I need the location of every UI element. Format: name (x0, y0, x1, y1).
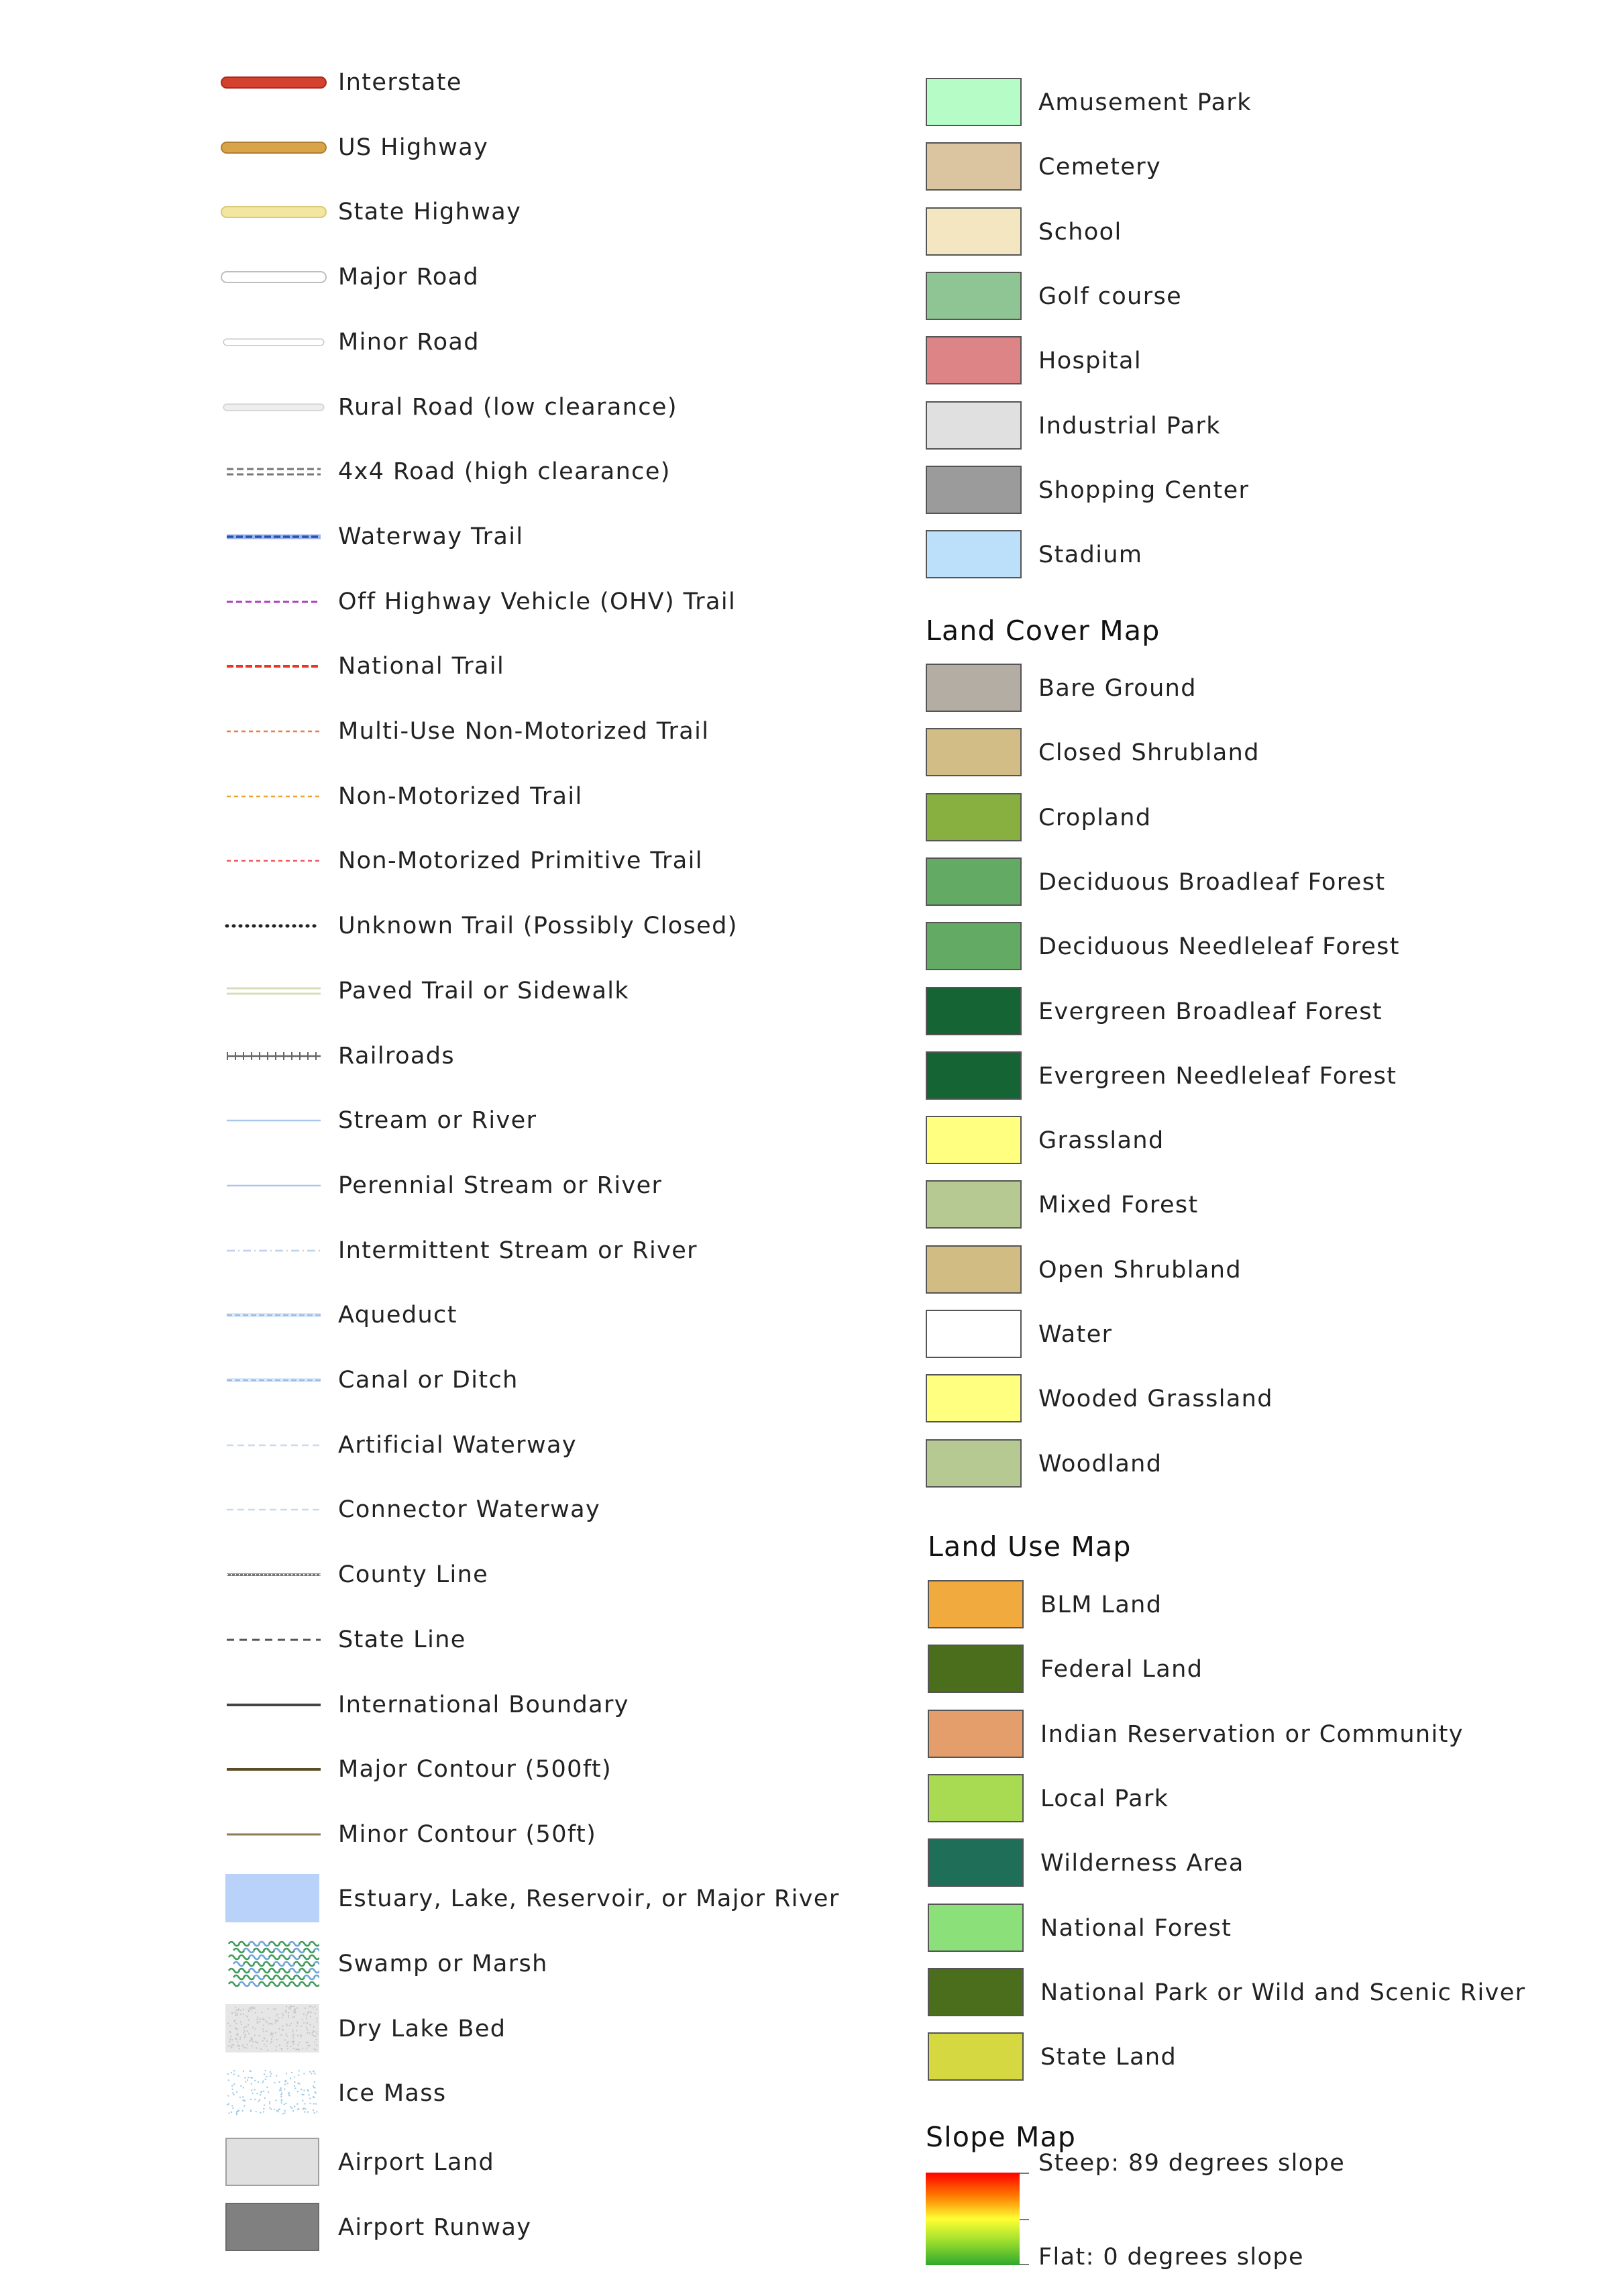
legend-swatch-open-shrubland (926, 1245, 1596, 1295)
legend-line-label: 4x4 Road (high clearance) (338, 458, 671, 486)
legend-swatch-cropland (926, 793, 1596, 843)
legend-line-label: Connector Waterway (338, 1496, 601, 1524)
legend-swatch-label: Indian Reservation or Community (1040, 1720, 1464, 1748)
legend-line-label: Aqueduct (338, 1302, 457, 1329)
legend-area-label: Estuary, Lake, Reservoir, or Major River (338, 1885, 840, 1912)
legend-line-intermittent-stream-or-river (0, 1231, 872, 1271)
legend-line-label: Rural Road (low clearance) (338, 393, 678, 421)
legend-line-stream-or-river (0, 1100, 872, 1141)
legend-swatch-bare-ground (926, 664, 1596, 713)
legend-line-4x4-road-high-clearance (0, 452, 872, 492)
international-boundary-line-symbol (220, 1685, 327, 1725)
legend-swatch-grassland (926, 1116, 1596, 1165)
legend-swatch-indian-reservation-or-community (928, 1710, 1599, 1759)
legend-swatch-wooded-grassland (926, 1374, 1596, 1424)
legend-swatch-label: Stadium (1038, 541, 1143, 569)
legend-area-estuary-lake-reservoir-or-major-river (0, 1874, 872, 1924)
legend-line-label: Stream or River (338, 1107, 537, 1135)
major-contour-500ft-line-symbol (220, 1749, 327, 1789)
major-road-line-symbol (220, 257, 327, 297)
legend-swatch-label: Mixed Forest (1038, 1192, 1199, 1219)
legend-swatch-label: BLM Land (1040, 1592, 1162, 1618)
legend-line-state-highway (0, 192, 872, 232)
legend-swatch-label: Shopping Center (1038, 476, 1250, 504)
woodland-color-swatch (926, 1439, 1022, 1488)
legend-area-airport-runway (0, 2203, 872, 2252)
legend-swatch-label: Local Park (1040, 1785, 1169, 1812)
deciduous-needleleaf-forest-color-swatch (926, 922, 1022, 970)
minor-road-line-symbol (220, 322, 327, 362)
legend-swatch-label: Amusement Park (1038, 89, 1252, 116)
legend-swatch-label: State Land (1040, 2044, 1177, 2071)
legend-line-label: Minor Road (338, 328, 480, 356)
slope-title: Slope Map (926, 2121, 1077, 2153)
off-highway-vehicle-ohv-trail-line-symbol (220, 582, 327, 622)
legend-area-swamp-or-marsh (0, 1939, 872, 1989)
slope-tick-bottom (1020, 2264, 1029, 2265)
blm-land-color-swatch (928, 1580, 1024, 1628)
legend-line-national-trail (0, 646, 872, 686)
legend-swatch-label: Evergreen Needleleaf Forest (1038, 1062, 1397, 1090)
legend-area-label: Airport Runway (338, 2214, 532, 2241)
legend-line-label: Railroads (338, 1042, 455, 1070)
legend-swatch-cemetery (926, 142, 1596, 192)
grassland-color-swatch (926, 1116, 1022, 1164)
wooded-grassland-color-swatch (926, 1374, 1022, 1422)
legend-line-label: State Highway (338, 199, 522, 226)
legend-line-label: Non-Motorized Primitive Trail (338, 847, 703, 875)
legend-swatch-water (926, 1310, 1596, 1359)
legend-swatch-label: Wooded Grassland (1038, 1386, 1273, 1413)
non-motorized-trail-line-symbol (220, 776, 327, 817)
legend-line-international-boundary (0, 1685, 872, 1725)
indian-reservation-or-community-color-swatch (928, 1710, 1024, 1758)
multi-use-non-motorized-trail-line-symbol (220, 711, 327, 751)
national-trail-line-symbol (220, 646, 327, 686)
us-highway-line-symbol (220, 127, 327, 168)
slope-tick-top (1020, 2173, 1029, 2174)
legend-line-artificial-waterway (0, 1425, 872, 1465)
slope-steep-label: Steep: 89 degrees slope (1038, 2150, 1346, 2177)
minor-contour-50ft-line-symbol (220, 1814, 327, 1855)
legend-swatch-label: Wilderness Area (1040, 1850, 1244, 1877)
legend-line-label: International Boundary (338, 1691, 629, 1718)
hospital-color-swatch (926, 336, 1022, 384)
legend-swatch-label: Open Shrubland (1038, 1256, 1242, 1284)
legend-area-label: Airport Land (338, 2149, 495, 2176)
legend-swatch-state-land (928, 2032, 1599, 2082)
legend-line-label: State Line (338, 1626, 466, 1653)
legend-line-label: Minor Contour (50ft) (338, 1820, 597, 1848)
legend-area-label: Swamp or Marsh (338, 1951, 548, 1977)
legend-swatch-wilderness-area (928, 1838, 1599, 1888)
legend-swatch-blm-land (928, 1580, 1599, 1630)
legend-swatch-label: Deciduous Broadleaf Forest (1038, 868, 1386, 896)
4x4-road-high-clearance-line-symbol (220, 452, 327, 492)
legend-swatch-evergreen-broadleaf-forest (926, 987, 1596, 1037)
legend-line-label: National Trail (338, 653, 505, 680)
stream-or-river-line-symbol (220, 1100, 327, 1141)
legend-line-rural-road-low-clearance (0, 387, 872, 427)
canal-or-ditch-line-symbol (220, 1360, 327, 1400)
legend-line-state-line (0, 1620, 872, 1660)
interstate-line-symbol (220, 62, 327, 103)
ice-mass-area-swatch (225, 2069, 319, 2117)
legend-line-label: Perennial Stream or River (338, 1172, 663, 1199)
legend-line-off-highway-vehicle-ohv-trail (0, 582, 872, 622)
railroads-line-symbol (220, 1036, 327, 1076)
legend-swatch-amusement-park (926, 78, 1596, 127)
legend-line-label: Major Contour (500ft) (338, 1756, 612, 1783)
legend-area-dry-lake-bed (0, 2004, 872, 2054)
legend-area-airport-land (0, 2138, 872, 2187)
area-swatch-legend (926, 0, 1624, 2288)
state-highway-line-symbol (220, 192, 327, 232)
unknown-trail-possibly-closed-line-symbol (220, 906, 327, 946)
legend-swatch-label: Deciduous Needleleaf Forest (1038, 933, 1400, 961)
amusement-park-color-swatch (926, 78, 1022, 126)
legend-swatch-label: Closed Shrubland (1038, 739, 1260, 767)
legend-line-canal-or-ditch (0, 1360, 872, 1400)
estuary-lake-reservoir-or-major-river-area-swatch (225, 1874, 319, 1922)
legend-line-perennial-stream-or-river (0, 1165, 872, 1206)
legend-swatch-golf-course (926, 272, 1596, 321)
cropland-color-swatch (926, 793, 1022, 841)
golf-course-color-swatch (926, 272, 1022, 320)
legend-line-multi-use-non-motorized-trail (0, 711, 872, 751)
legend-swatch-label: School (1038, 218, 1122, 246)
aqueduct-line-symbol (220, 1295, 327, 1335)
stadium-color-swatch (926, 530, 1022, 578)
legend-swatch-label: Woodland (1038, 1450, 1162, 1477)
legend-line-label: Intermittent Stream or River (338, 1237, 698, 1264)
legend-swatch-shopping-center (926, 466, 1596, 515)
legend-swatch-label: Cemetery (1038, 154, 1162, 181)
legend-line-non-motorized-primitive-trail (0, 841, 872, 881)
legend-line-county-line (0, 1555, 872, 1595)
slope-gradient-bar (926, 2173, 1020, 2265)
rural-road-low-clearance-line-symbol (220, 387, 327, 427)
legend-line-label: County Line (338, 1561, 489, 1589)
land-cover-title: Land Cover Map (926, 615, 1160, 647)
artificial-waterway-line-symbol (220, 1425, 327, 1465)
non-motorized-primitive-trail-line-symbol (220, 841, 327, 881)
airport-runway-area-swatch (225, 2203, 319, 2251)
dry-lake-bed-area-swatch (225, 2004, 319, 2052)
airport-land-area-swatch (225, 2138, 319, 2186)
legend-line-minor-road (0, 322, 872, 362)
legend-line-unknown-trail-possibly-closed (0, 906, 872, 946)
slope-flat-label: Flat: 0 degrees slope (1038, 2244, 1304, 2271)
legend-line-label: Interstate (338, 69, 462, 96)
legend-swatch-deciduous-broadleaf-forest (926, 857, 1596, 907)
legend-line-label: Non-Motorized Trail (338, 782, 583, 810)
legend-line-label: Canal or Ditch (338, 1367, 519, 1394)
mixed-forest-color-swatch (926, 1180, 1022, 1229)
legend-swatch-stadium (926, 530, 1596, 580)
legend-line-label: Paved Trail or Sidewalk (338, 977, 630, 1004)
state-land-color-swatch (928, 2032, 1024, 2081)
legend-swatch-label: Industrial Park (1038, 412, 1221, 439)
waterway-trail-line-symbol (220, 517, 327, 557)
land-use-title: Land Use Map (928, 1530, 1132, 1563)
legend-line-label: Artificial Waterway (338, 1431, 577, 1459)
legend-swatch-label: National Forest (1040, 1914, 1232, 1942)
legend-swatch-national-park-or-wild-and-scenic-river (928, 1968, 1599, 2018)
paved-trail-or-sidewalk-line-symbol (220, 971, 327, 1011)
legend-swatch-hospital (926, 336, 1596, 386)
legend-line-major-road (0, 257, 872, 297)
legend-line-aqueduct (0, 1295, 872, 1335)
swamp-or-marsh-area-swatch (225, 1939, 319, 1987)
deciduous-broadleaf-forest-color-swatch (926, 857, 1022, 906)
legend-swatch-woodland (926, 1439, 1596, 1489)
legend-line-interstate (0, 62, 872, 103)
legend-swatch-local-park (928, 1774, 1599, 1824)
legend-line-paved-trail-or-sidewalk (0, 971, 872, 1011)
legend-line-label: US Highway (338, 134, 489, 161)
legend-line-waterway-trail (0, 517, 872, 557)
legend-line-us-highway (0, 127, 872, 168)
legend-swatch-label: Bare Ground (1038, 675, 1197, 702)
legend-area-ice-mass (0, 2069, 872, 2118)
legend-swatch-label: National Park or Wild and Scenic River (1040, 1979, 1526, 2006)
legend-swatch-federal-land (928, 1645, 1599, 1694)
county-line-line-symbol (220, 1555, 327, 1595)
legend-swatch-label: Grassland (1038, 1127, 1165, 1155)
federal-land-color-swatch (928, 1645, 1024, 1693)
local-park-color-swatch (928, 1774, 1024, 1822)
legend-line-label: Unknown Trail (Possibly Closed) (338, 913, 738, 940)
legend-swatch-school (926, 207, 1596, 257)
legend-area-label: Ice Mass (338, 2080, 447, 2107)
shopping-center-color-swatch (926, 466, 1022, 514)
wilderness-area-color-swatch (928, 1838, 1024, 1887)
legend-line-label: Major Road (338, 264, 480, 291)
legend-swatch-label: Golf course (1038, 282, 1183, 310)
legend-swatch-label: Cropland (1038, 804, 1152, 831)
legend-line-label: Off Highway Vehicle (OHV) Trail (338, 588, 737, 615)
closed-shrubland-color-swatch (926, 728, 1022, 776)
national-park-or-wild-and-scenic-river-color-swatch (928, 1968, 1024, 2016)
legend-swatch-deciduous-needleleaf-forest (926, 922, 1596, 972)
legend-swatch-closed-shrubland (926, 728, 1596, 778)
legend-swatch-national-forest (928, 1904, 1599, 1953)
legend-swatch-industrial-park (926, 401, 1596, 451)
legend-swatch-mixed-forest (926, 1180, 1596, 1230)
state-line-line-symbol (220, 1620, 327, 1660)
industrial-park-color-swatch (926, 401, 1022, 450)
legend-swatch-label: Federal Land (1040, 1656, 1203, 1683)
slope-tick-middle (1020, 2219, 1029, 2220)
intermittent-stream-or-river-line-symbol (220, 1231, 327, 1271)
national-forest-color-swatch (928, 1904, 1024, 1952)
legend-line-label: Waterway Trail (338, 523, 524, 550)
legend-swatch-label: Water (1038, 1321, 1113, 1348)
legend-line-label: Multi-Use Non-Motorized Trail (338, 718, 710, 745)
legend-line-major-contour-500ft (0, 1749, 872, 1789)
legend-swatch-label: Evergreen Broadleaf Forest (1038, 998, 1383, 1025)
legend-swatch-label: Hospital (1038, 348, 1142, 375)
legend-swatch-evergreen-needleleaf-forest (926, 1051, 1596, 1101)
legend-area-label: Dry Lake Bed (338, 2016, 506, 2042)
connector-waterway-line-symbol (220, 1490, 327, 1530)
open-shrubland-color-swatch (926, 1245, 1022, 1294)
evergreen-needleleaf-forest-color-swatch (926, 1051, 1022, 1100)
water-color-swatch (926, 1310, 1022, 1358)
school-color-swatch (926, 207, 1022, 256)
legend-line-minor-contour-50ft (0, 1814, 872, 1855)
legend-line-connector-waterway (0, 1490, 872, 1530)
cemetery-color-swatch (926, 142, 1022, 191)
perennial-stream-or-river-line-symbol (220, 1165, 327, 1206)
legend-line-non-motorized-trail (0, 776, 872, 817)
legend-line-railroads (0, 1036, 872, 1076)
bare-ground-color-swatch (926, 664, 1022, 712)
evergreen-broadleaf-forest-color-swatch (926, 987, 1022, 1035)
